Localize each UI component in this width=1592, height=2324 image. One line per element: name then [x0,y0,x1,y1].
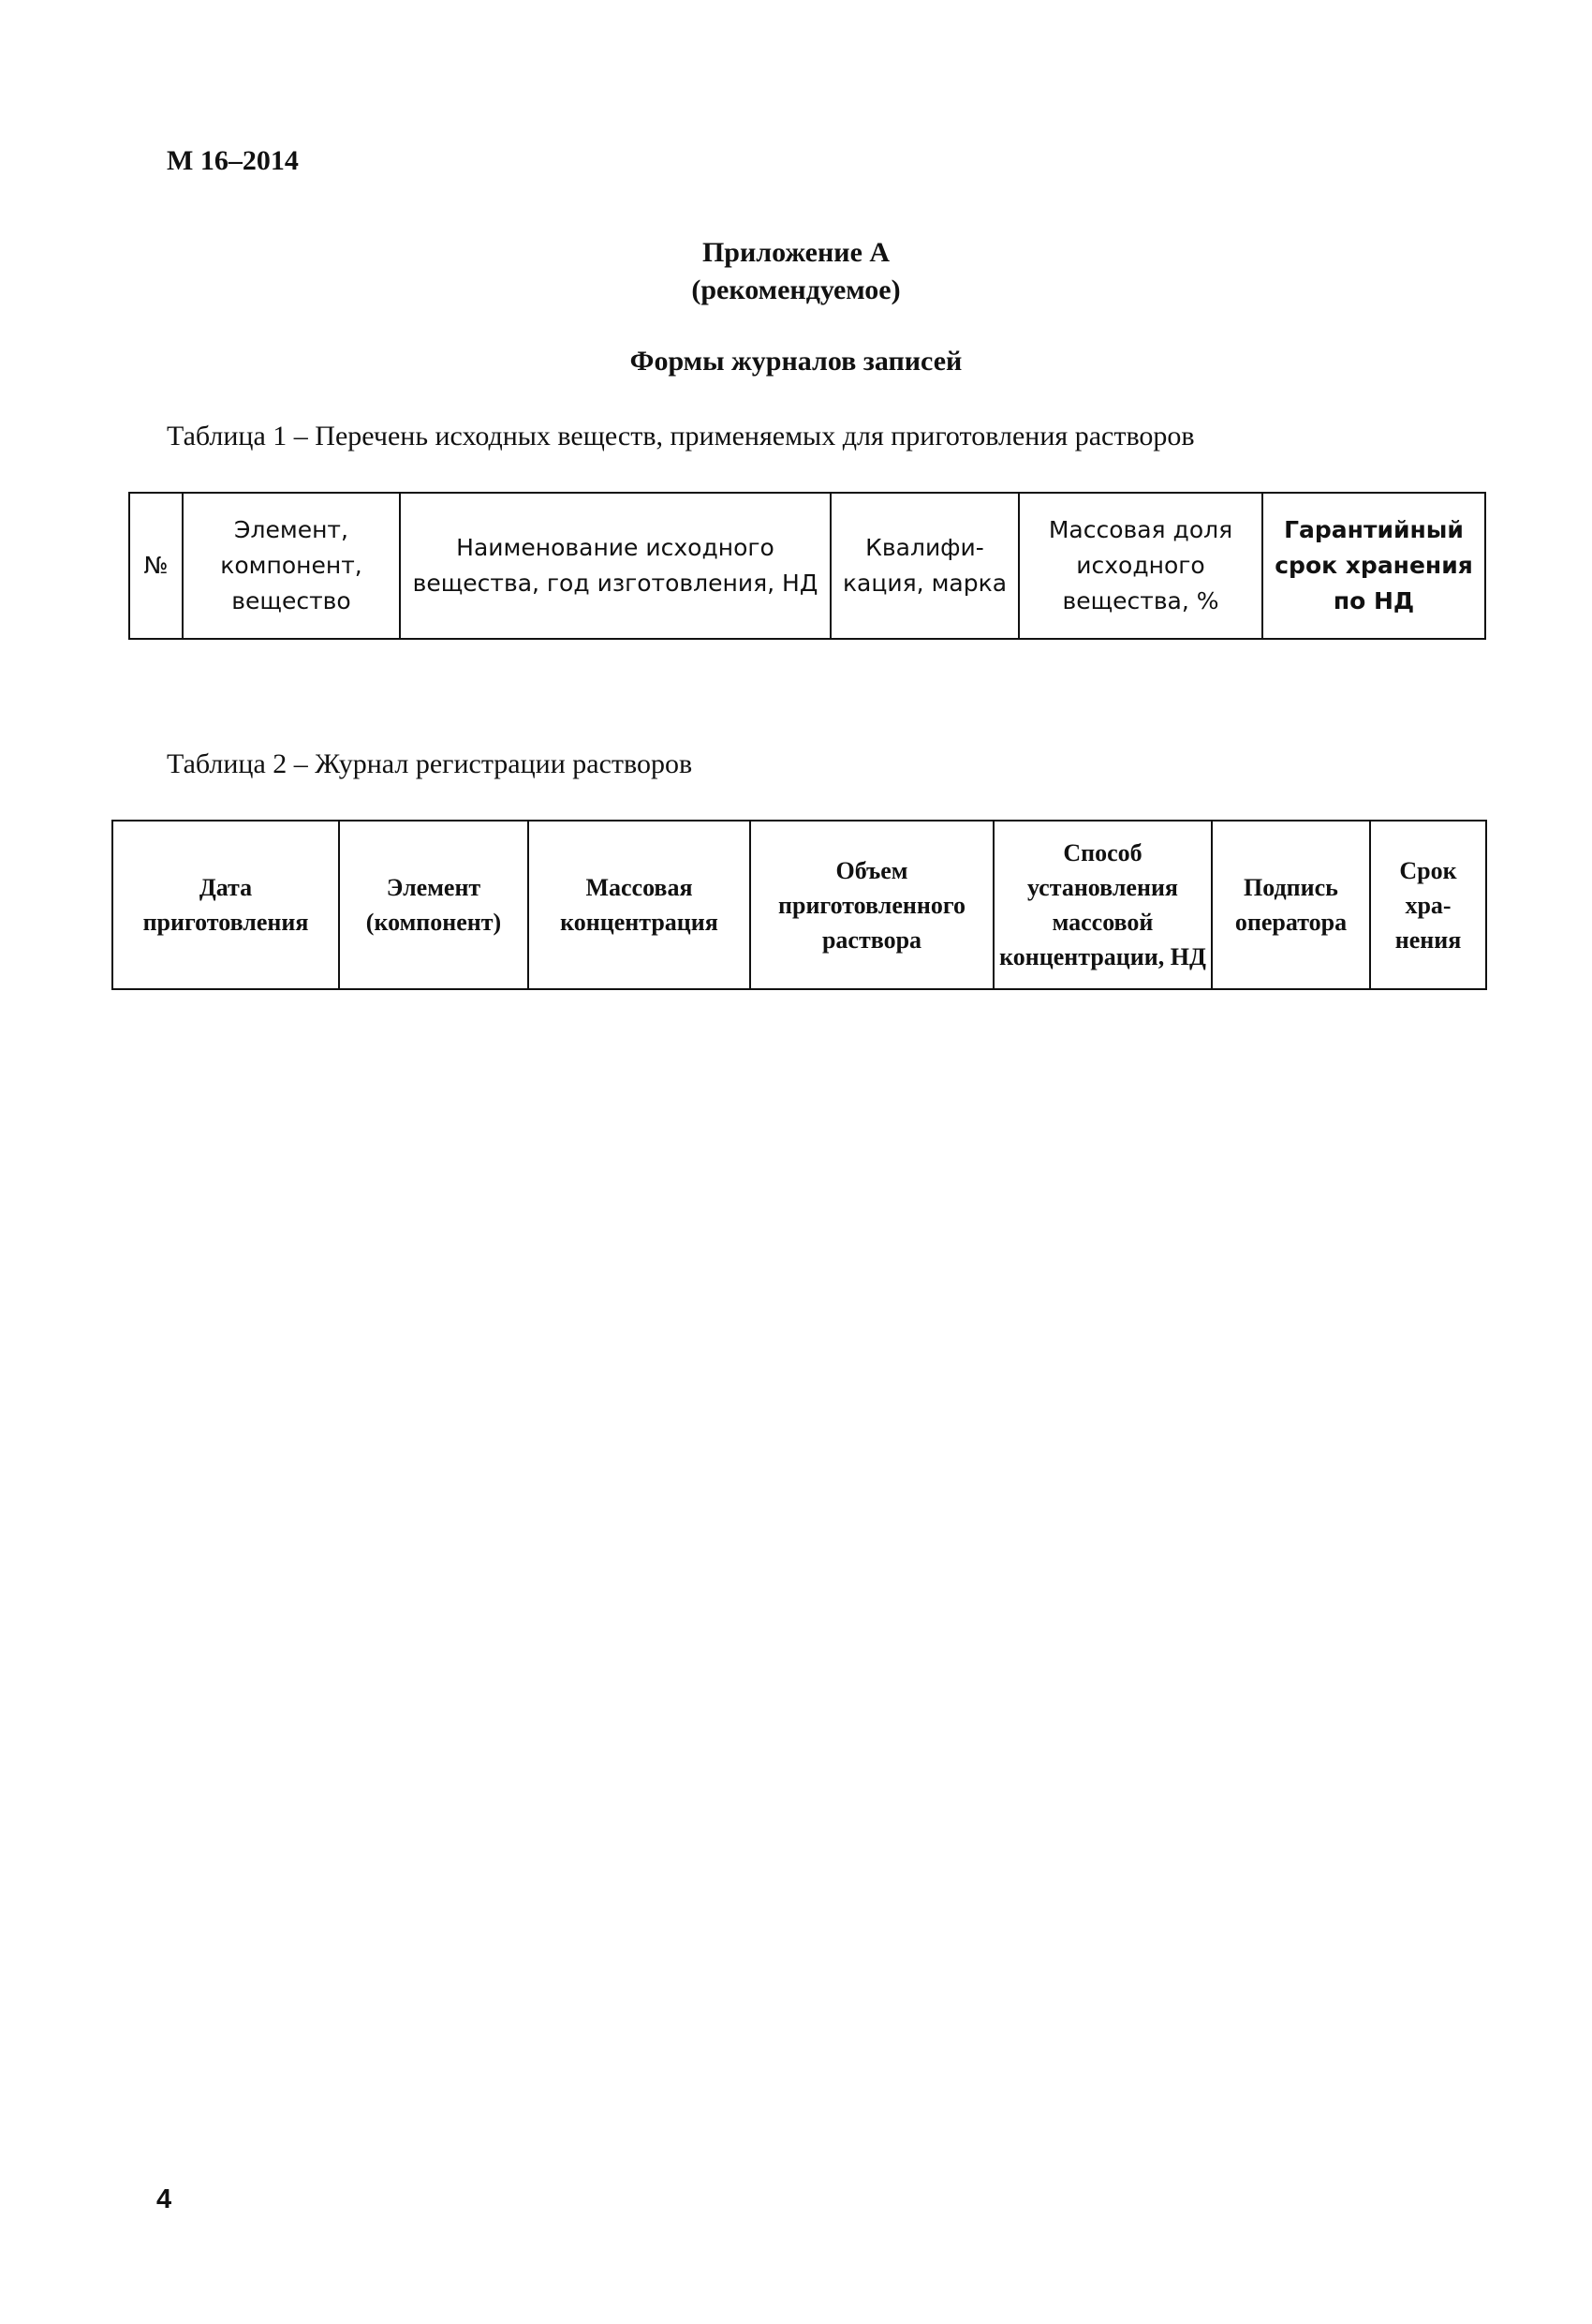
table2-header-row [112,821,1486,989]
table2-col-element: Элемент (компонент) [339,821,528,989]
table2-col-date: Дата приготовления [112,821,339,989]
table1-header-row [129,493,1485,639]
table1-col-shelf-life: Гарантийный срок хранения по НД [1262,493,1485,639]
forms-title: Формы журналов записей [629,346,963,377]
table2-solutions-log [111,820,1487,990]
table1-col-element: Элемент, компонент, вещество [183,493,400,639]
table1-col-number: № [129,493,183,639]
table2-col-operator-signature: Подпись оператора [1212,821,1370,989]
table2-col-volume: Объем приготовленного раствора [750,821,994,989]
table2-col-shelf-life: Срок хра-нения [1370,821,1486,989]
table2-col-method: Способ установления массовой концентрации, НД [994,821,1212,989]
table1-caption: Таблица 1 – Перечень исходных веществ, применяемых для приготовления растворов [167,421,1195,451]
table1-col-substance-name: Наименование исходного вещества, год изготовления, НД [400,493,831,639]
document-code: М 16–2014 [167,145,299,176]
table2-col-mass-concentration: Массовая концентрация [528,821,750,989]
page-number: 4 [156,2184,172,2214]
appendix-subtitle: (рекомендуемое) [691,274,901,305]
table2-caption: Таблица 2 – Журнал регистрации растворов [167,748,693,779]
table1-source-substances [128,492,1486,640]
appendix-title: Приложение А [701,237,891,268]
table1-col-qualification: Квалифи-кация, марка [831,493,1019,639]
table1-col-mass-fraction: Массовая доля исходного вещества, % [1019,493,1262,639]
